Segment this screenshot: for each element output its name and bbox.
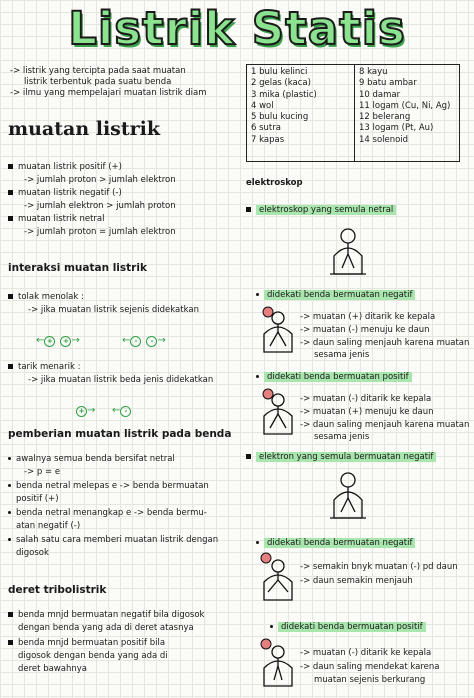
table-cell: 12 belerang [359,112,411,123]
table-divider [354,65,355,161]
positive-charge-icon: + [60,336,71,347]
electroscope-case4-icon [256,636,300,688]
list-item: sesama jenis [314,350,370,360]
tarik-label-text: tarik menarik : [18,362,81,372]
electroscope-case1-icon [256,302,300,354]
list-item: -> jumlah elektron > jumlah proton [24,201,176,211]
intro [10,66,207,99]
electroscope-case2-icon [256,384,300,436]
list-item: -> muatan (-) ditarik ke kepala [300,394,432,404]
case4-label-text: didekati benda bermuatan positif [278,622,426,632]
list-item: muatan sejenis berkurang [314,675,426,685]
section-heading-interaksi: interaksi muatan listrik [8,262,147,274]
table-cell: 7 kapas [251,134,285,145]
table-right-col [357,67,450,146]
bullet-icon [246,454,251,459]
list-item: -> daun semakin menjauh [300,576,413,586]
attract-diagram-1 [76,398,95,417]
electroscope-neutral-icon [326,226,370,278]
netral-label [246,205,396,216]
case2-list [300,394,469,443]
arrow-left-icon: ← [112,405,121,416]
table-cell: 13 logam (Pt, Au) [359,123,434,134]
list-item: -> daun saling menjauh karena muatan [300,420,470,430]
negative-charge-icon: - [120,406,131,417]
tarik-label [8,362,80,373]
bullet-icon [8,457,11,460]
table-cell: 9 batu ambar [359,78,417,89]
list-item: muatan listrik positif (+) [18,162,123,172]
list-item: -> daun saling mendekat karena [300,662,440,672]
case2-label-text: didekati benda bermuatan positif [264,372,412,382]
electroscope-case3-icon [256,550,300,602]
list-item: benda mnjd bermuatan negatif bila digosok [18,610,205,620]
list-item: -> p = e [24,467,61,477]
repel-positive-diagram [36,328,80,347]
list-item: benda netral melepas e -> benda bermuatan [16,481,209,491]
list-item: sesama jenis [314,432,370,442]
arrow-right-icon: → [87,405,96,416]
bullet-icon [8,364,13,369]
repel-negative-diagram [122,328,166,347]
bullet-icon [8,640,13,645]
table-cell: 6 sutra [251,123,281,134]
table-cell: 8 kayu [359,67,388,77]
list-item: -> jumlah proton = jumlah elektron [24,227,176,237]
table-cell: 11 logam (Cu, Ni, Ag) [359,100,451,111]
bullet-icon [8,216,13,221]
bullet-icon [8,511,11,514]
bullet-icon [256,293,259,296]
case2-label [256,372,412,383]
positive-charge-icon: + [76,406,87,417]
bullet-icon [8,612,13,617]
bullet-icon [8,538,11,541]
muatan-list [8,162,176,238]
list-item: benda mnjd bermuatan positif bila [18,638,166,648]
table-left-col [249,67,317,146]
netral-label-text: elektroskop yang semula netral [256,205,396,215]
list-item: dengan benda yang ada di deret atasnya [18,623,194,633]
list-item: -> muatan (+) menuju ke daun [300,407,434,417]
table-cell: 1 bulu kelinci [251,67,308,77]
bullet-icon [246,207,251,212]
case1-list [300,312,469,361]
list-item: atan negatif (-) [16,521,81,531]
electroscope-negative-icon [326,470,370,522]
list-item: benda netral menangkap e -> benda bermu- [16,508,207,518]
negative-charge-icon: - [130,336,141,347]
bullet-icon [270,625,273,628]
case3-label-text: didekati benda bermuatan negatif [264,538,415,548]
section-heading-muatan: muatan listrik [8,118,161,140]
table-cell: 4 wol [251,100,274,111]
table-cell: 5 bulu kucing [251,112,309,123]
case1-label-text: didekati benda bermuatan negatif [264,290,415,300]
table-cell: 3 mika (plastic) [251,89,317,100]
bullet-icon [256,375,259,378]
tarik-desc: -> jika muatan listrik beda jenis didekatkan [28,375,214,385]
section-heading-pemberian: pemberian muatan listrik pada benda [8,428,232,440]
positive-charge-icon: + [44,336,55,347]
case1-label [256,290,415,301]
arrow-left-icon: ← [36,335,45,346]
triboelectric-table [246,64,460,162]
list-item: digosok dengan benda yang ada di [18,651,168,661]
table-cell: 14 solenoid [359,134,409,145]
case4-label [270,622,426,633]
list-item: salah satu cara memberi muatan listrik dengan [16,535,219,545]
negatif-label-text: elektron yang semula bermuatan negatif [256,452,436,462]
section-heading-elektroskop: elektroskop [246,178,303,188]
intro-line: -> ilmu yang mempelajari muatan listrik diam [10,88,207,98]
list-item: positif (+) [16,494,59,504]
intro-line: -> listrik yang tercipta pada saat muatan [10,66,186,76]
tolak-label [8,292,84,303]
arrow-right-icon: → [157,335,166,346]
attract-diagram-2 [112,398,131,417]
deret-list [8,610,204,675]
arrow-right-icon: → [71,335,80,346]
case4-list [300,648,439,686]
list-item: awalnya semua benda bersifat netral [16,454,175,464]
page-title: Listrik Statis [68,2,406,55]
list-item: -> muatan (+) ditarik ke kepala [300,312,436,322]
list-item: -> muatan (-) ditarik ke kepala [300,648,432,658]
bullet-icon [256,541,259,544]
negatif-label [246,452,436,463]
pemberian-list [8,454,218,559]
bullet-icon [8,294,13,299]
arrow-left-icon: ← [122,335,131,346]
list-item: muatan listrik negatif (-) [18,188,122,198]
intro-line: listrik terbentuk pada suatu benda [24,77,172,87]
table-cell: 10 damar [359,89,401,100]
tolak-label-text: tolak menolak : [18,292,84,302]
list-item: -> daun saling menjauh karena muatan [300,338,470,348]
case3-label [256,538,415,549]
bullet-icon [8,164,13,169]
list-item: digosok [16,548,49,558]
list-item: -> jumlah proton > jumlah elektron [24,175,176,185]
list-item: -> muatan (-) menuju ke daun [300,325,430,335]
case3-list [300,562,458,587]
list-item: -> semakin bnyk muatan (-) pd daun [300,562,458,572]
tolak-desc: -> jika muatan listrik sejenis didekatkan [28,305,199,315]
list-item: deret bawahnya [18,664,87,674]
negative-charge-icon: - [146,336,157,347]
bullet-icon [8,190,13,195]
section-heading-deret: deret tribolistrik [8,584,107,596]
table-cell: 2 gelas (kaca) [251,78,311,89]
list-item: muatan listrik netral [18,214,105,224]
bullet-icon [8,484,11,487]
